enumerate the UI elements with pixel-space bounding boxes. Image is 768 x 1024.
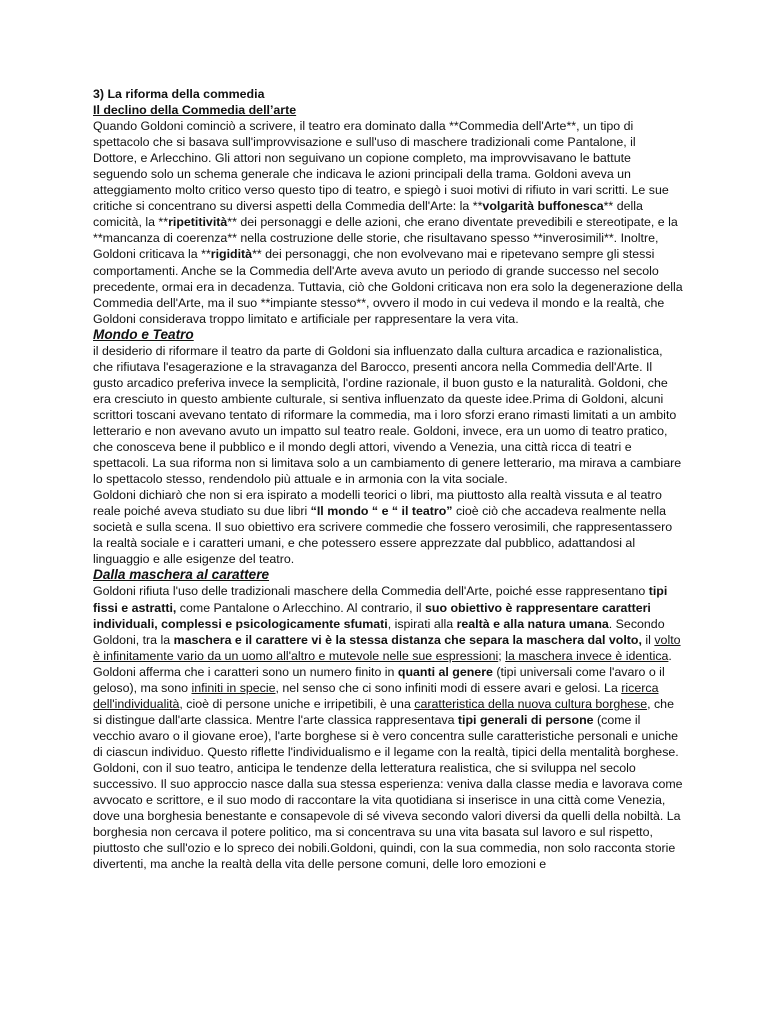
subheading-mondo-teatro: Mondo e Teatro [93,326,194,342]
subheading-maschera-carattere: Dalla maschera al carattere [93,567,270,583]
section-title: 3) La riforma della commedia [93,87,265,101]
subheading-decline: Il declino della Commedia dell’arte [93,103,297,118]
paragraph-mondo-teatro: il desiderio di riformare il teatro da parte di Goldoni sia influenzato dalla cultura arcadica e razionalistica, che rifiutava l'esagerazione e la stravaganza del Barocco, presenti ancora nella Commedia dell'Arte. Il gusto arcadico preferiva invece la semplicità, l'ordine razionale, il buon gusto e la naturalità. Goldoni, che era cresciuto in questo ambiente culturale, si sentiva influenzato da queste idee.Prima di Goldoni, alcuni scrittori toscani avevano tentato di riformare la commedia, ma i loro sforzi erano rimasti limitati a un ambito letterario e non avevano avuto un impatto sul teatro reale. Goldoni, invece, era un uomo di teatro pratico, che conosceva bene il pubblico e il mondo degli attori, vivendo a Venezia, una città ricca di teatri e spettacoli. La sua riforma non si limitava solo a un cambiamento di genere letterario, ma mirava a cambiare lo spettacolo stesso, rendendolo più attuale e in armonia con la vita sociale. [93,343,682,487]
paragraph-maschera-carattere: Goldoni rifiuta l'uso delle tradizionali maschere della Commedia dell'Arte, poiché esse rappresentano tipi fissi e astratti, come Pantalone o Arlecchino. Al contrario, il suo obiettivo è rappresentare caratteri individuali, complessi e psicologicamente sfumati, ispirati alla realtà e alla natura umana. Secondo Goldoni, tra la maschera e il carattere vi è la stessa distanza che separa la maschera dal volto, il volto è infinitamente vario da un uomo all'altro e mutevole nelle sue espressioni; la maschera invece è identica. Goldoni afferma che i caratteri sono un numero finito in quanti al genere (tipi universali come l'avaro o il geloso), ma sono infiniti in specie, nel senso che ci sono infiniti modi di essere avari e gelosi. La ricerca dell'individualità, cioè di persone uniche e irripetibili, è una caratteristica della nuova cultura borghese, che si distingue dall'arte classica. Mentre l'arte classica rappresentava tipi generali di persone (come il vecchio avaro o il giovane eroe), l'arte borghese si è vero concentra sulle caratteristiche personali e uniche di ciascun individuo. Questo riflette l'individualismo e il legame con la realtà, tipici della mentalità borghese. Goldoni, con il suo teatro, anticipa le tendenze della letteratura realistica, che si sviluppa nel secolo successivo. Il suo approccio nasce dalla sua stessa esperienza: veniva dalla classe media e lavorava come avvocato e scrittore, e il suo modo di raccontare la vita quotidiana si inserisce in una città come Venezia, dove una borghesia benestante e consapevole di sé viveva secondo valori diversi da quelli della nobiltà. La borghesia non cercava il potere politico, ma si concentrava su una vita basata sul lavoro e sul rispetto, piuttosto che sull'ozio e lo spreco dei nobili.Goldoni, quindi, con la sua commedia, non solo racconta storie divertenti, ma anche la realtà della vita delle persone comuni, delle loro emozioni e [93,584,683,872]
paragraph-decline: Quando Goldoni cominciò a scrivere, il teatro era dominato dalla **Commedia dell'Arte**, un tipo di spettacolo che si basava sull'improvvisazione e sull'uso di maschere tradizionali come Pantalone, il Dottore, e Arlecchino. Gli attori non seguivano un copione completo, ma improvvisavano le battute seguendo solo un schema generale che indicava le azioni principali della trama. Goldoni aveva un atteggiamento molto critico verso questo tipo di teatro, e spiegò i suoi motivi di rifiuto in vari scritti. Le sue critiche si concentrano su diversi aspetti della Commedia dell'Arte: la **volgarità buffonesca** della comicità, la **ripetitività** dei personaggi e delle azioni, che erano diventate prevedibili e stereotipate, e la **mancanza di coerenza** nella costruzione delle storie, che risultavano spesso **inverosimili**. Inoltre, Goldoni criticava la **rigidità** dei personaggi, che non evolvevano mai e ripetevano sempre gli stessi comportamenti. Anche se la Commedia dell'Arte aveva avuto un periodo di grande successo nel secolo precedente, ormai era in decadenza. Tuttavia, ciò che Goldoni criticava non era solo la degenerazione della Commedia dell'Arte, ma il suo **impiante stesso**, ovvero il modo in cui vedeva il mondo e la realtà, che Goldoni considerava troppo limitato e artificiale per rappresentare la vera vita. [93,119,683,326]
paragraph-ispirazione: Goldoni dichiarò che non si era ispirato a modelli teorici o libri, ma piuttosto alla realtà vissuta e al teatro reale poiché aveva studiato su due libri “Il mondo “ e “ il teatro” cioè ciò che accadeva realmente nella società e sulla scena. Il suo obiettivo era scrivere commedie che fossero verosimili, che rappresentassero la realtà sociale e i caratteri umani, e che potessero essere apprezzate dal pubblico, adattandosi al linguaggio e alle esigenze del teatro. [93,488,673,567]
document-page [93,86,683,872]
